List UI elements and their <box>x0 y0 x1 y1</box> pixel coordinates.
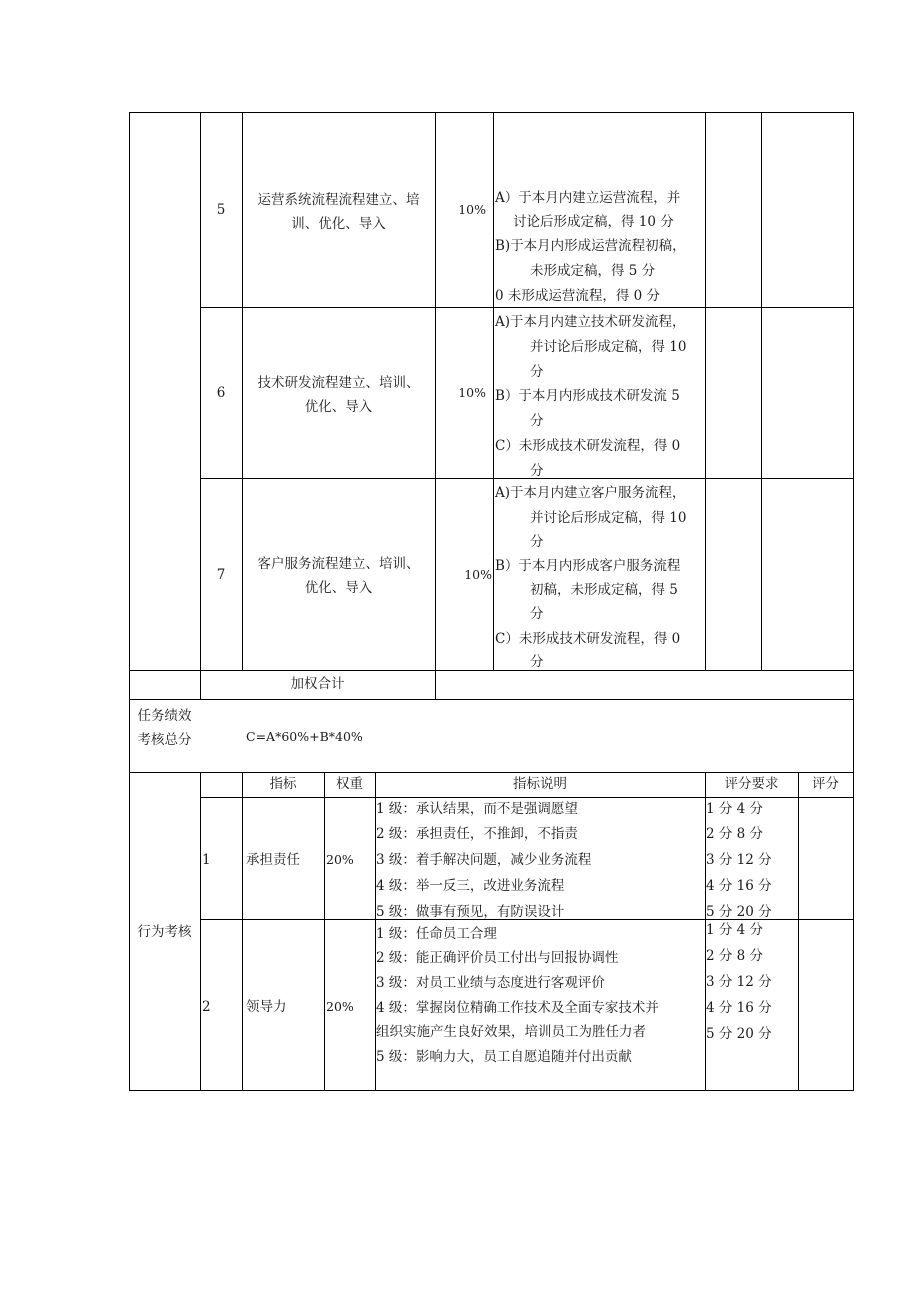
criteria-line: 分 <box>530 463 544 477</box>
task-weight: 10% <box>458 385 486 400</box>
criteria-line: 分 <box>530 364 544 380</box>
grid-line <box>129 112 854 113</box>
criteria-line: 并讨论后形成定稿，得 10 <box>530 510 687 526</box>
grid-line <box>129 670 854 671</box>
criteria-line: 讨论后形成定稿，得 10 分 <box>513 214 674 230</box>
behavior-indicator: 承担责任 <box>246 852 300 868</box>
level-line: 组织实施产生良好效果，培训员工为胜任力者 <box>376 1024 646 1040</box>
grid-line <box>324 772 325 1091</box>
criteria-line: C）未形成技术研发流程，得 0 <box>495 631 681 647</box>
criteria-line: 分 <box>530 534 544 550</box>
task-item-line: 客户服务流程建立、培训、 <box>257 556 420 572</box>
criteria-line: 并讨论后形成定稿，得 10 <box>530 339 687 355</box>
behavior-weight: 20% <box>326 852 354 867</box>
level-line: 1 级：任命员工合理 <box>376 926 497 942</box>
level-line: 2 级：承担责任，不推卸，不指责 <box>376 826 578 842</box>
task-item-line: 优化、导入 <box>304 580 373 596</box>
level-line: 2 级：能正确评价员工付出与回报协调性 <box>376 950 619 966</box>
level-line: 3 级：对员工业绩与态度进行客观评价 <box>376 975 605 991</box>
level-line: 3 级：着手解决问题，减少业务流程 <box>376 852 592 868</box>
grid-line <box>798 772 799 1091</box>
task-item-line: 运营系统流程流程建立、培 <box>257 192 420 208</box>
task-weight: 10% <box>464 567 492 582</box>
weighted-total-label: 加权合计 <box>290 676 345 692</box>
behavior-section-label: 行为考核 <box>137 924 192 940</box>
grid-line <box>493 112 494 670</box>
score-requirement: 5 分 20 分 <box>706 904 772 919</box>
behavior-indicator: 领导力 <box>246 999 287 1015</box>
header-indicator: 指标 <box>269 776 297 792</box>
score-requirement: 2 分 8 分 <box>706 826 764 842</box>
score-requirement: 5 分 20 分 <box>706 1026 772 1042</box>
grid-line <box>129 699 854 700</box>
task-total-label: 任务绩效 <box>137 708 192 724</box>
score-requirement: 3 分 12 分 <box>706 852 772 868</box>
task-total-formula: C=A*60%+B*40% <box>246 729 363 744</box>
grid-line <box>705 112 706 670</box>
score-requirement: 3 分 12 分 <box>706 974 772 990</box>
criteria-line: 分 <box>530 413 544 429</box>
level-line: 5 级：做事有预见，有防误设计 <box>376 904 565 919</box>
grid-line <box>200 772 201 1091</box>
grid-line <box>200 478 854 479</box>
score-requirement: 1 分 4 分 <box>706 922 764 938</box>
level-line: 4 级：举一反三，改进业务流程 <box>376 878 565 894</box>
level-line: 4 级：掌握岗位精确工作技术及全面专家技术并 <box>376 1000 659 1016</box>
score-requirement: 2 分 8 分 <box>706 948 764 964</box>
criteria-line: C）未形成技术研发流程，得 0 <box>495 438 681 454</box>
criteria-line: A)于本月内建立技术研发流程， <box>495 314 686 330</box>
grid-line <box>853 112 854 1091</box>
task-item-line: 训、优化、导入 <box>291 216 386 232</box>
row-number: 5 <box>216 202 226 218</box>
criteria-line: 初稿，未形成定稿，得 5 <box>530 582 678 598</box>
header-score: 评分 <box>812 776 839 792</box>
row-number: 2 <box>202 999 211 1015</box>
grid-line <box>761 112 762 670</box>
criteria-line: 0 未形成运营流程，得 0 分 <box>495 288 661 304</box>
row-number: 6 <box>216 385 226 401</box>
criteria-line: B)于本月内形成运营流程初稿， <box>495 238 686 254</box>
criteria-line: B）于本月内形成客户服务流程 <box>495 558 681 574</box>
header-weight: 权重 <box>336 776 363 792</box>
row-number: 1 <box>202 852 211 868</box>
grid-line <box>129 1090 854 1091</box>
task-total-label: 考核总分 <box>137 732 192 748</box>
criteria-line: 分 <box>530 606 544 622</box>
level-line: 5 级：影响力大，员工自愿追随并付出贡献 <box>376 1049 632 1065</box>
task-weight: 10% <box>458 202 486 217</box>
criteria-line: 分 <box>530 654 544 670</box>
criteria-line: 未形成定稿，得 5 分 <box>530 263 656 279</box>
criteria-line: A)于本月内建立客户服务流程， <box>495 485 686 501</box>
level-line: 1 级：承认结果，而不是强调愿望 <box>376 801 578 817</box>
behavior-weight: 20% <box>326 999 354 1014</box>
score-requirement: 4 分 16 分 <box>706 878 772 894</box>
score-requirement: 4 分 16 分 <box>706 1000 772 1016</box>
grid-line <box>242 772 243 1091</box>
task-item-line: 技术研发流程建立、培训、 <box>257 375 420 391</box>
criteria-line: A）于本月内建立运营流程，并 <box>495 190 681 206</box>
header-description: 指标说明 <box>513 776 567 792</box>
score-requirement: 1 分 4 分 <box>706 801 764 817</box>
task-item-line: 优化、导入 <box>304 399 373 415</box>
row-number: 7 <box>216 567 226 583</box>
criteria-line: B）于本月内形成技术研发流 5 <box>495 388 680 404</box>
grid-line <box>129 112 130 1091</box>
header-requirement: 评分要求 <box>724 776 779 792</box>
